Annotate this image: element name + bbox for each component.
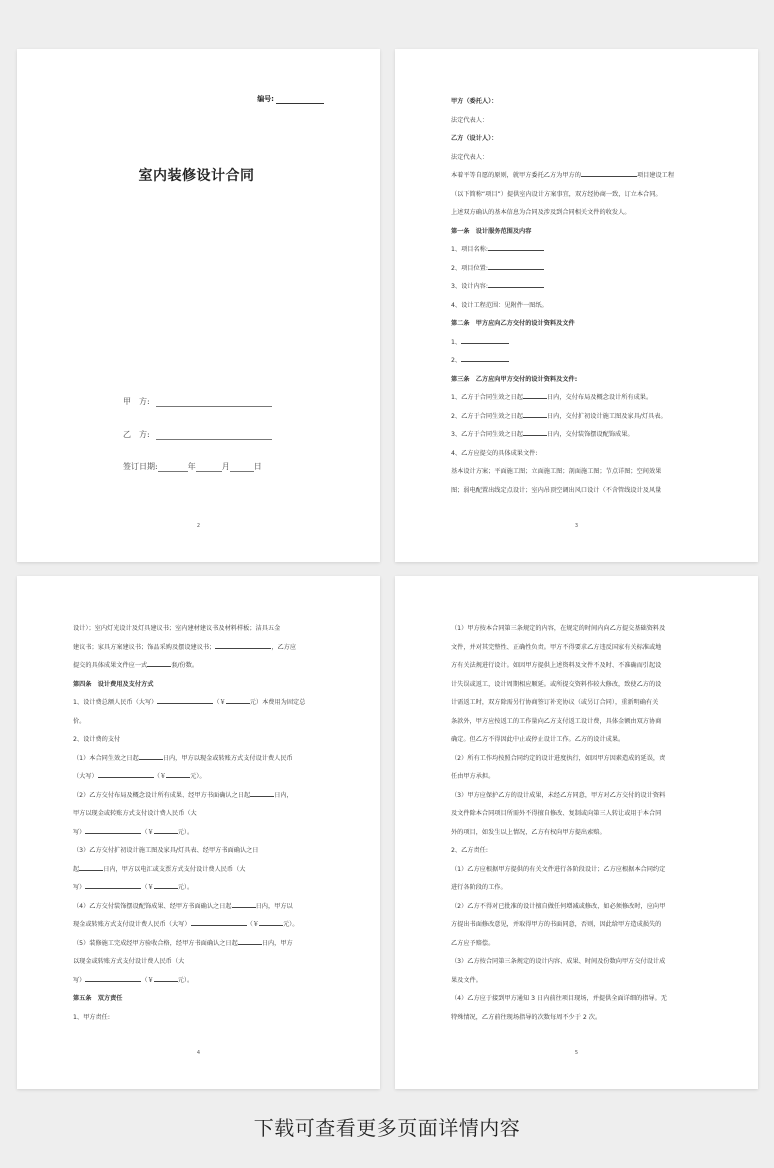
text-line: （1）乙方应根据甲方提供的有关文件进行各阶段设计；乙方应根据本合同约定: [451, 865, 666, 873]
fill-in-blank: [259, 920, 283, 926]
text-line: 写） （￥ 元）。: [73, 828, 194, 836]
document-page-cover: [17, 49, 380, 562]
fill-in-blank: [250, 791, 274, 797]
fill-in-blank: [139, 754, 163, 760]
fill-in-blank: [523, 430, 547, 436]
party-b-line: 乙 方:: [123, 429, 272, 440]
text-line: 2、: [451, 356, 709, 375]
fill-in-blank: [166, 772, 190, 778]
text-line: （1）本合同生效之日起 日内，甲方以现金或转账方式支付设计费人民币: [73, 754, 293, 762]
fill-in-blank: [154, 976, 178, 982]
text-line: 及文件除本合同项目所需外不得擅自修改、复制或向第三人转让或用于本合同: [451, 810, 662, 817]
text-line: 果及文件。: [451, 976, 482, 984]
page-number: 5: [574, 1050, 579, 1056]
fill-in-blank: [461, 356, 509, 362]
text-line: （4）乙方交付装饰摆设配饰成果、经甲方书面确认之日起 日内，甲方以: [73, 902, 293, 910]
text-line: 1、设计费总额人民币（大写） （￥ 元）本费用为固定总: [73, 699, 306, 706]
text-line: 第一条 设计服务范围及内容: [451, 227, 532, 235]
text-line: 第五条 双方责任: [73, 995, 123, 1002]
contract-title: 室内装修设计合同: [138, 168, 255, 184]
fill-in-blank: [488, 245, 544, 251]
page-number: 2: [196, 523, 201, 529]
document-page-4: [395, 576, 758, 1089]
text-line: 图；弱电配置出线定点设计；室内吊顶空调出风口设计（不含管线设计及风量: [451, 486, 662, 494]
text-line: 4、设计工程范围：见附件一图纸。: [451, 301, 548, 309]
text-line: 方提出书面修改意见，并取得甲方的书面同意，否则，因此给甲方造成损失的: [451, 921, 662, 928]
text-line: 4、乙方应提交的具体成果文件:: [451, 449, 538, 457]
text-line: 乙方（设计人）：: [451, 135, 498, 142]
text-line: 1、甲方责任:: [73, 1013, 110, 1021]
text-line: （4）乙方应于接到甲方通知 3 日内前往项目现场，并提供全面详细的指导。无: [451, 995, 667, 1002]
text-line: 以现金或转账方式支付设计费人民币（大: [73, 958, 185, 965]
fill-in-blank: [581, 171, 637, 177]
text-line: 第三条 乙方应向甲方交付的设计资料及文件:: [451, 375, 578, 383]
text-line: 设计）；室内灯光设计及灯具建议书；室内建材建议书及材料样板；洁具五金: [73, 625, 281, 632]
text-line: 确定。但乙方不得因此中止或停止设计工作。乙方的设计成果。: [451, 736, 625, 743]
fill-in-blank: [488, 282, 544, 288]
text-line: （以下简称“项目”）提供室内设计方案事宜，双方经协商一致，订立本合同。: [451, 190, 662, 198]
fill-in-blank: [461, 338, 509, 344]
text-line: 计失误或返工，设计周期相应顺延。或所提交资料作较大修改，致使乙方的设: [451, 680, 662, 688]
text-line: （3）甲方应保护乙方的设计成果，未经乙方同意，甲方对乙方交付的设计资料: [451, 791, 666, 799]
download-more-hint[interactable]: 下载可查看更多页面详情内容: [253, 1116, 521, 1140]
text-line: 2、乙方责任:: [451, 847, 488, 854]
text-line: 提交的具体成果文件应一式 套/份数。: [73, 662, 199, 669]
text-line: （2）乙方交付布局及概念设计所有成果、经甲方书面确认之日起 日内，: [73, 791, 293, 799]
text-line: 特殊情况，乙方前往现场指导的次数每周不少于 2 次。: [451, 1013, 602, 1021]
text-line: 任由甲方承担。: [451, 773, 495, 780]
text-line: 3、乙方于合同生效之日起 日内，交付装饰摆设配饰成果。: [451, 431, 634, 438]
fill-in-blank: [232, 902, 256, 908]
text-line: 方有关法规进行设计。如因甲方提供上述资料及文件不及时、不准确而引起设: [451, 662, 662, 669]
fill-in-blank: [154, 828, 178, 834]
sign-date-line: 签订日期: 年 月 日: [123, 462, 262, 471]
text-line: 文件，并对其完整性、正确性负责。甲方不得要求乙方违反国家有关标准或地: [451, 643, 662, 651]
text-line: 甲方以现金或转账方式支付设计费人民币（大: [73, 810, 197, 817]
fill-in-blank: [85, 883, 141, 889]
fill-in-blank: [238, 939, 262, 945]
fill-in-blank: [488, 264, 544, 270]
text-line: 2、乙方于合同生效之日起 日内，交付扩初设计施工图及家具/灯具表。: [451, 412, 667, 420]
text-line: （3）乙方交付扩初设计施工图及家具/灯具表、经甲方书面确认之日: [73, 847, 259, 854]
document-page-2: [395, 49, 758, 562]
text-line: 写） （￥ 元）。: [73, 884, 194, 891]
text-line: 法定代表人：: [451, 153, 489, 161]
page-body: [73, 624, 331, 1031]
text-line: 建议书；家具方案建议书；饰品采购及摆设建议书； ，乙方应: [73, 643, 297, 651]
text-line: 1、乙方于合同生效之日起 日内，交付布局及概念设计所有成果。: [451, 394, 653, 401]
text-line: 1、: [451, 338, 709, 357]
text-line: （3）乙方按合同第三条规定的设计内容、成果、时间及份数向甲方交付设计成: [451, 958, 666, 965]
text-line: （2）所有工作均按照合同约定的设计进度执行，如因甲方因素造成的延误，责: [451, 754, 666, 762]
contract-number: 编号:: [257, 94, 324, 104]
text-line: 外的项目，如发生以上情况，乙方有权向甲方提出索赔。: [451, 828, 606, 836]
text-line: （2）乙方不得对已批准的设计擅自做任何增减或修改，如必须修改时，应向甲: [451, 902, 666, 910]
text-line: （大写） （￥ 元）。: [73, 773, 206, 780]
text-line: 上述双方确认的基本信息为合同及涉及到合同相关文件的收发人。: [451, 209, 631, 216]
fill-in-blank: [154, 883, 178, 889]
page-number: 3: [574, 523, 579, 529]
text-line: 2、项目位置:: [451, 264, 709, 283]
fill-in-blank: [523, 393, 547, 399]
text-line: 乙方应予赔偿。: [451, 939, 495, 947]
fill-in-blank: [85, 828, 141, 834]
text-line: 甲方（委托人）：: [451, 98, 498, 105]
page-body: [451, 97, 709, 504]
party-a-line: 甲 方:: [123, 396, 272, 407]
fill-in-blank: [157, 698, 213, 704]
text-line: （5）装修施工完成经甲方验收合格，经甲方书面确认之日起 日内，甲方: [73, 939, 293, 947]
fill-in-blank: [215, 643, 271, 649]
text-line: 价。: [73, 717, 86, 725]
text-line: 计需返工时，双方除需另行协商签订补充协议（或另订合同），重新明确有关: [451, 699, 659, 706]
fill-in-blank: [523, 412, 547, 418]
fill-in-blank: [98, 772, 154, 778]
text-line: 2、设计费的支付: [73, 736, 121, 743]
fill-in-blank: [79, 865, 103, 871]
document-page-3: [17, 576, 380, 1089]
text-line: 第四条 设计费用及支付方式: [73, 680, 154, 688]
fill-in-blank: [226, 698, 250, 704]
text-line: 进行各阶段的工作。: [451, 884, 507, 891]
text-line: 写） （￥ 元）。: [73, 976, 194, 984]
fill-in-blank: [85, 976, 141, 982]
text-line: 基本设计方案；平面施工图；立面施工图；剖面施工图；节点详图；空间效果: [451, 468, 662, 475]
page-body: [451, 624, 709, 1031]
text-line: （1）甲方按本合同第三条规定的内容，在规定的时间内向乙方提交基础资料及: [451, 625, 666, 632]
text-line: 本着平等自愿的原则，就甲方委托乙方为甲方的 项目建设工程: [451, 172, 675, 179]
text-line: 现金或转账方式支付设计费人民币（大写） （￥ 元）。: [73, 921, 299, 928]
text-line: 1、项目名称:: [451, 245, 709, 264]
text-line: 起 日内，甲方以电汇或支票方式支付设计费人民币（大: [73, 865, 246, 873]
fill-in-blank: [147, 661, 171, 667]
contract-number-blank: [276, 97, 324, 104]
fill-in-blank: [191, 920, 247, 926]
text-line: 条款外，甲方应按返工的工作量向乙方支付返工设计费，具体金额由双方协商: [451, 717, 662, 725]
text-line: 法定代表人：: [451, 116, 489, 124]
text-line: 3、设计内容:: [451, 282, 709, 301]
page-number: 4: [196, 1050, 201, 1056]
text-line: 第二条 甲方应向乙方交付的设计资料及文件: [451, 320, 575, 327]
